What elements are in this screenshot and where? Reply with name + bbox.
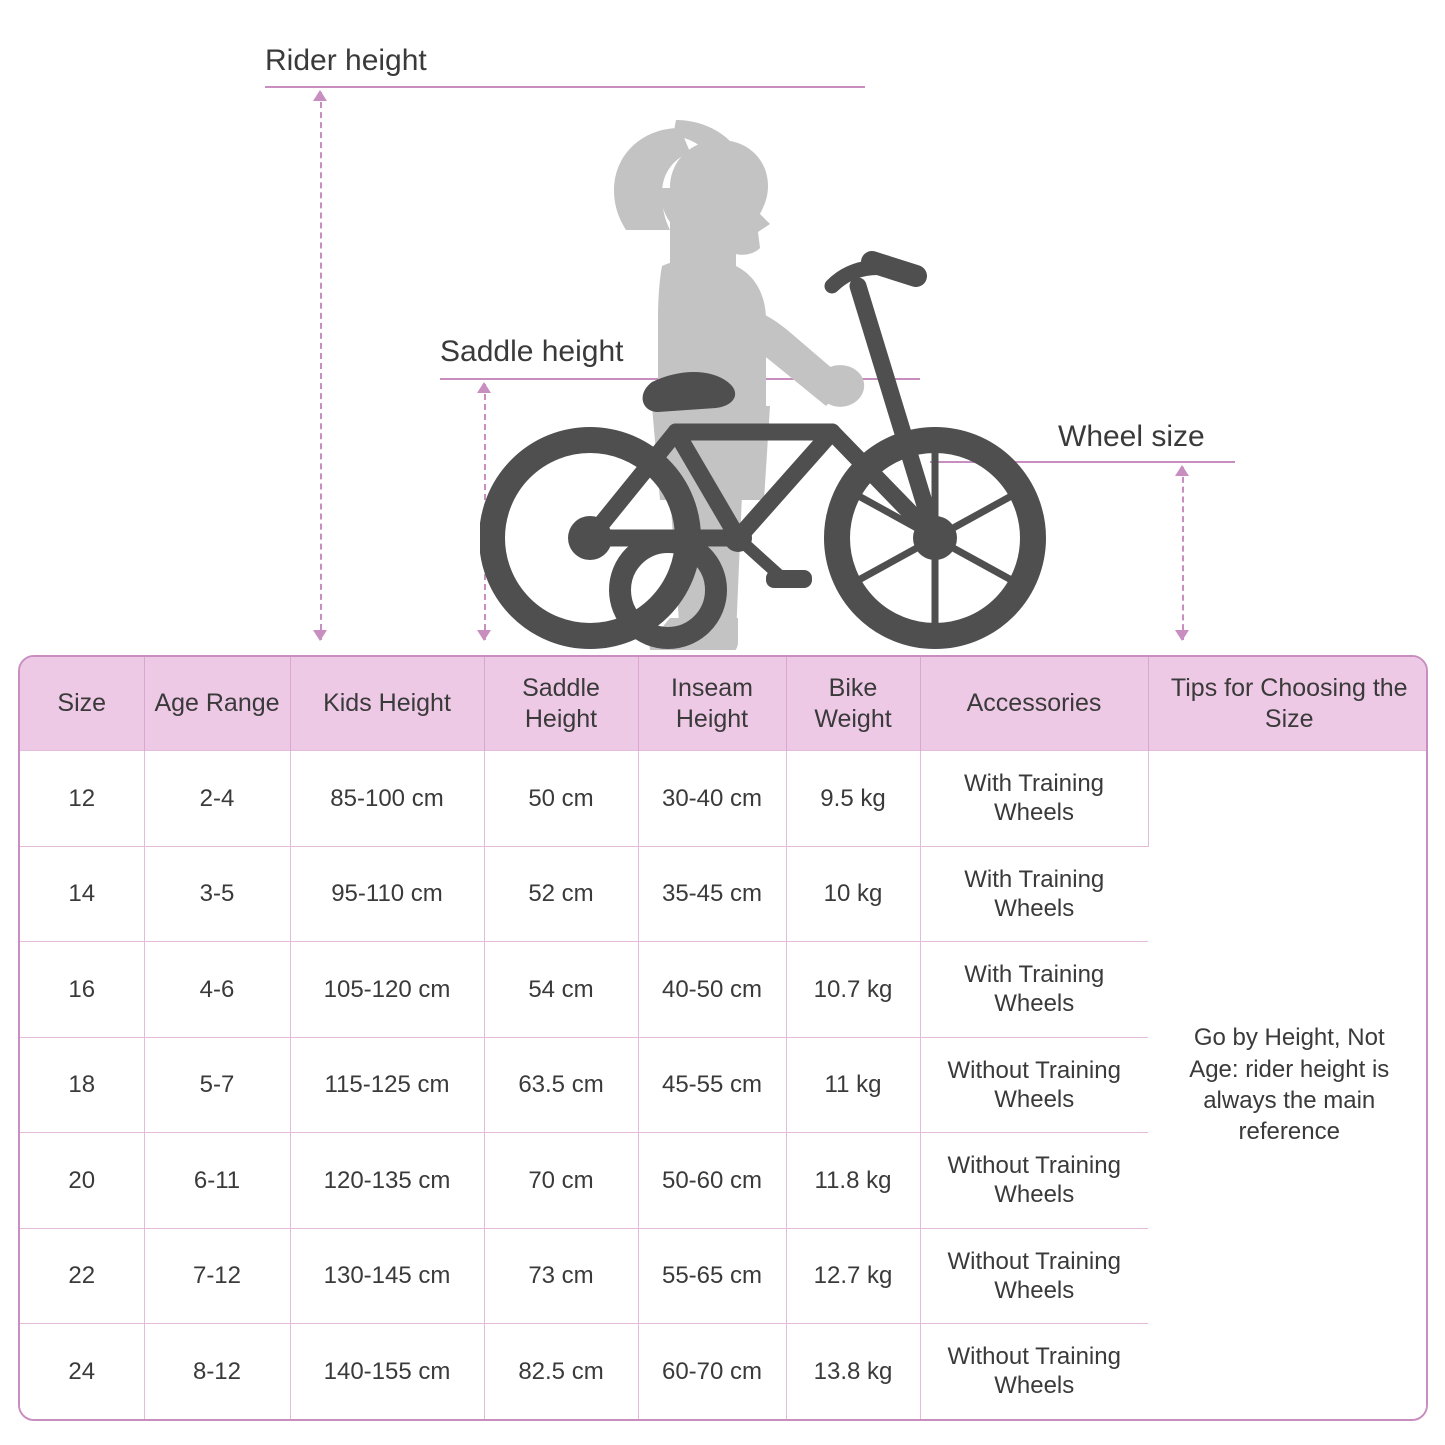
column-header-accessories: Accessories: [920, 657, 1148, 751]
cell-accessories: With Training Wheels: [920, 846, 1148, 942]
cell-kids-height: 85-100 cm: [290, 751, 484, 847]
table-header-row: [20, 657, 1428, 751]
wheel-size-label: Wheel size: [1058, 420, 1205, 453]
cell-bike-weight: 9.5 kg: [786, 751, 920, 847]
column-header-inseam-height: Inseam Height: [638, 657, 786, 751]
cell-size: 14: [20, 846, 144, 942]
wheel-size-arrow-down-icon: [1175, 630, 1189, 641]
column-header-age-range: Age Range: [144, 657, 290, 751]
rider-height-arrow-down-icon: [313, 630, 327, 641]
cell-kids-height: 115-125 cm: [290, 1037, 484, 1133]
column-header-tips: Tips for Choosing the Size: [1148, 657, 1428, 751]
cell-inseam-height: 40-50 cm: [638, 942, 786, 1038]
cell-size: 12: [20, 751, 144, 847]
rider-height-arrow-up-icon: [313, 90, 327, 101]
cell-age: 5-7: [144, 1037, 290, 1133]
cell-inseam-height: 55-65 cm: [638, 1228, 786, 1324]
column-header-saddle-height: Saddle Height: [484, 657, 638, 751]
cell-inseam-height: 45-55 cm: [638, 1037, 786, 1133]
cell-size: 24: [20, 1324, 144, 1419]
cell-kids-height: 95-110 cm: [290, 846, 484, 942]
wheel-size-dimension-line: [1182, 467, 1184, 640]
cell-tips: Go by Height, Not Age: rider height is always the main reference: [1148, 751, 1428, 1419]
cell-bike-weight: 12.7 kg: [786, 1228, 920, 1324]
cell-age: 4-6: [144, 942, 290, 1038]
rider-height-label: Rider height: [265, 44, 427, 77]
cell-bike-weight: 11.8 kg: [786, 1133, 920, 1229]
cell-saddle-height: 63.5 cm: [484, 1037, 638, 1133]
bike-sizing-illustration: [0, 0, 1445, 660]
rider-height-dimension-line: [320, 92, 322, 640]
cell-accessories: Without Training Wheels: [920, 1324, 1148, 1419]
cell-age: 2-4: [144, 751, 290, 847]
cell-accessories: Without Training Wheels: [920, 1037, 1148, 1133]
cell-kids-height: 105-120 cm: [290, 942, 484, 1038]
cell-bike-weight: 10.7 kg: [786, 942, 920, 1038]
cell-age: 7-12: [144, 1228, 290, 1324]
cell-accessories: Without Training Wheels: [920, 1228, 1148, 1324]
cell-accessories: Without Training Wheels: [920, 1133, 1148, 1229]
cell-kids-height: 140-155 cm: [290, 1324, 484, 1419]
wheel-size-arrow-up-icon: [1175, 465, 1189, 476]
cell-size: 18: [20, 1037, 144, 1133]
column-header-size: Size: [20, 657, 144, 751]
cell-bike-weight: 13.8 kg: [786, 1324, 920, 1419]
cell-size: 22: [20, 1228, 144, 1324]
cell-accessories: With Training Wheels: [920, 751, 1148, 847]
cell-age: 6-11: [144, 1133, 290, 1229]
cell-saddle-height: 54 cm: [484, 942, 638, 1038]
cell-inseam-height: 35-45 cm: [638, 846, 786, 942]
bike-size-table: [18, 655, 1428, 1421]
cell-size: 16: [20, 942, 144, 1038]
cell-kids-height: 130-145 cm: [290, 1228, 484, 1324]
saddle-height-label: Saddle height: [440, 335, 624, 368]
bike-and-rider-graphic: [480, 70, 1100, 650]
cell-age: 3-5: [144, 846, 290, 942]
cell-inseam-height: 30-40 cm: [638, 751, 786, 847]
cell-bike-weight: 10 kg: [786, 846, 920, 942]
cell-saddle-height: 73 cm: [484, 1228, 638, 1324]
cell-age: 8-12: [144, 1324, 290, 1419]
cell-kids-height: 120-135 cm: [290, 1133, 484, 1229]
cell-saddle-height: 82.5 cm: [484, 1324, 638, 1419]
column-header-kids-height: Kids Height: [290, 657, 484, 751]
cell-accessories: With Training Wheels: [920, 942, 1148, 1038]
cell-inseam-height: 50-60 cm: [638, 1133, 786, 1229]
cell-size: 20: [20, 1133, 144, 1229]
cell-saddle-height: 70 cm: [484, 1133, 638, 1229]
cell-bike-weight: 11 kg: [786, 1037, 920, 1133]
cell-saddle-height: 52 cm: [484, 846, 638, 942]
table-row: [20, 751, 1428, 847]
cell-saddle-height: 50 cm: [484, 751, 638, 847]
cell-inseam-height: 60-70 cm: [638, 1324, 786, 1419]
column-header-bike-weight: Bike Weight: [786, 657, 920, 751]
